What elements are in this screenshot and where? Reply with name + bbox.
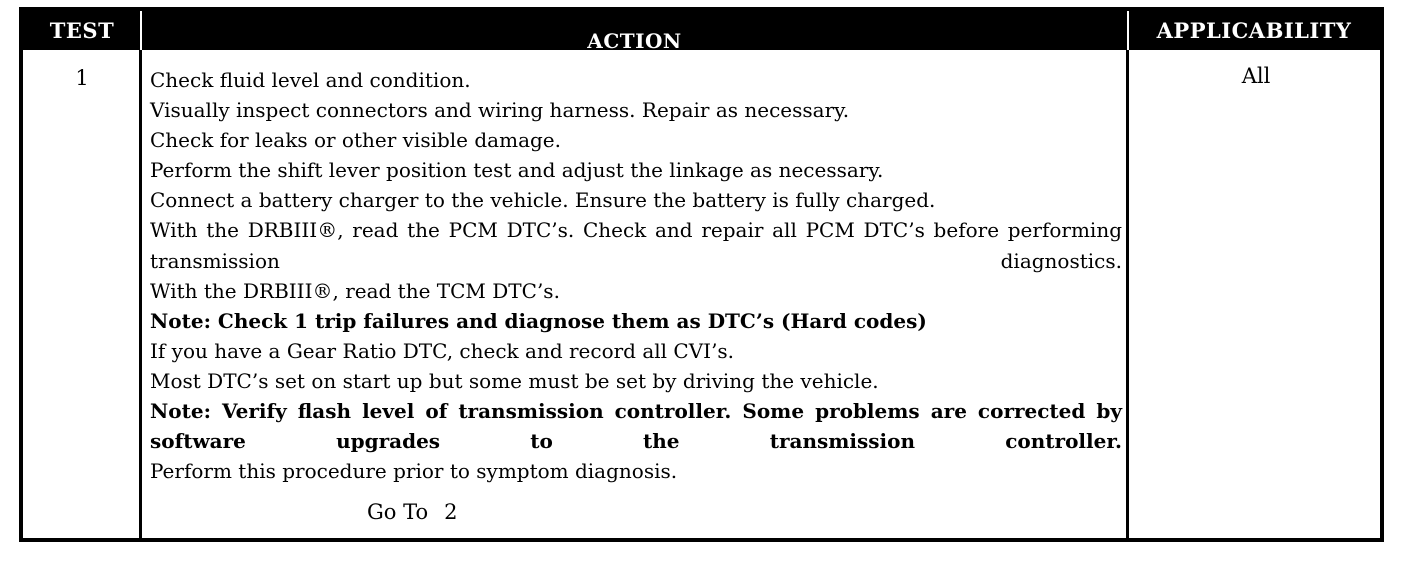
- test-number: 1: [75, 66, 89, 90]
- column-divider: [139, 50, 142, 538]
- action-line: Most DTC’s set on start up but some must be set by driving the vehicle.: [150, 368, 879, 393]
- action-note: Note: Verify flash level of transmission controller. Some problems are corrected by software upgrades to the transmission controller.: [150, 399, 1122, 454]
- action-line: With the DRBIII®, read the PCM DTC’s. Check and repair all PCM DTC’s before performing transmission diagnostics.: [150, 218, 1122, 273]
- table-header: [23, 11, 1380, 53]
- goto-target: 2: [444, 500, 458, 524]
- action-line: Check fluid level and condition.: [150, 68, 471, 92]
- column-divider: [1126, 50, 1129, 538]
- diagnostic-test-table: [19, 7, 1384, 542]
- action-line: Check for leaks or other visible damage.: [150, 128, 561, 153]
- table-row: [23, 50, 1380, 538]
- goto-label: Go To: [367, 500, 429, 524]
- action-line: Perform this procedure prior to symptom diagnosis.: [150, 459, 678, 484]
- header-action: ACTION: [587, 29, 682, 53]
- header-test: TEST: [49, 18, 115, 43]
- action-line: Perform the shift lever position test and adjust the linkage as necessary.: [150, 158, 884, 183]
- goto-instruction: [367, 500, 458, 524]
- applicability-value: All: [1241, 64, 1271, 88]
- action-line: If you have a Gear Ratio DTC, check and record all CVI’s.: [150, 338, 735, 363]
- action-line: With the DRBIII®, read the TCM DTC’s.: [150, 278, 560, 303]
- action-line: Visually inspect connectors and wiring harness. Repair as necessary.: [150, 98, 850, 123]
- action-text: [150, 65, 1122, 486]
- action-note: Note: Check 1 trip failures and diagnose them as DTC’s (Hard codes): [150, 308, 927, 333]
- header-applicability: APPLICABILITY: [1156, 18, 1352, 43]
- action-line: Connect a battery charger to the vehicle. Ensure the battery is fully charged.: [150, 188, 936, 213]
